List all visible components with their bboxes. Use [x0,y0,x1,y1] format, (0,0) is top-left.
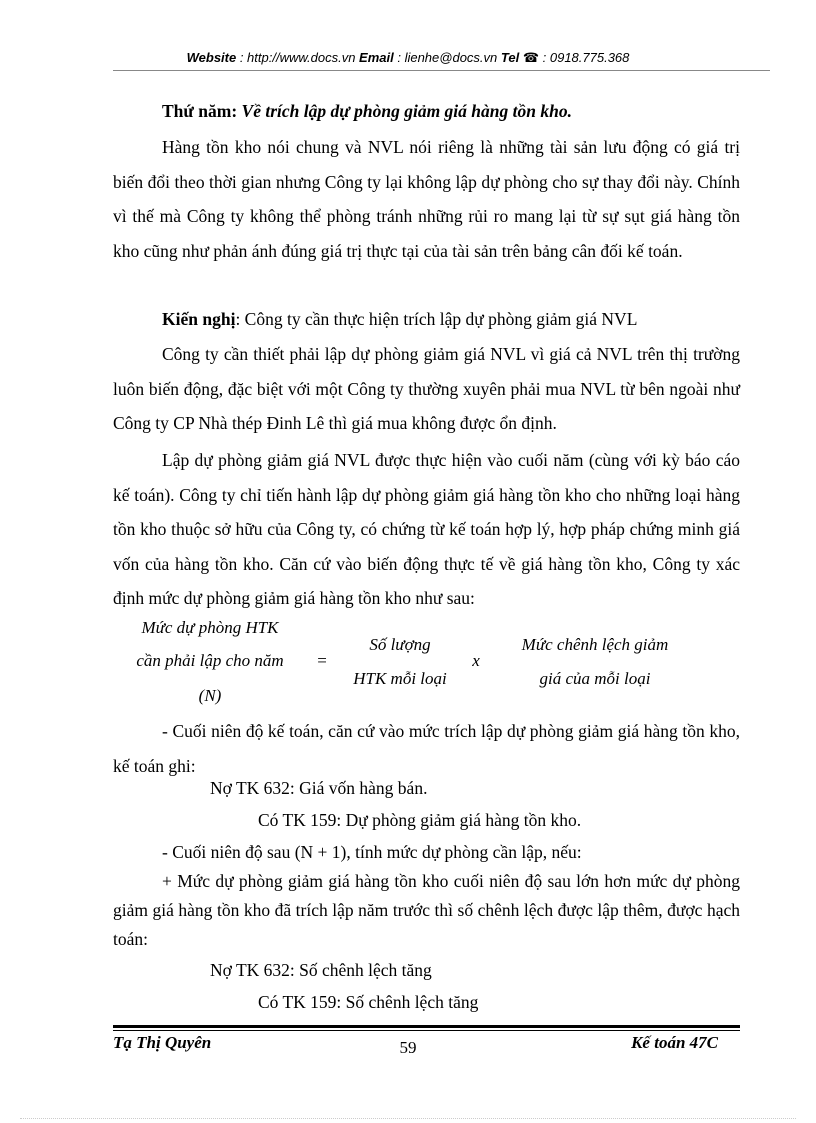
formula-lhs-line2: cần phải lập cho năm [136,651,284,670]
page-edge-dots [20,1118,796,1119]
email-address[interactable]: : lienhe@docs.vn [393,50,501,65]
paragraph-1: Hàng tồn kho nói chung và NVL nói riêng là những tài sản lưu động có giá trị biến đổi theo thời gian nhưng Công ty lại không lập dự phòng cho sự thay đổi này. Chính vì thế mà Công ty không thể phòng tránh những rủi ro mang lại từ sự sụt giá hàng tồn kho cũng như phản ánh đúng giá trị thực tại của tài sản trên bảng cân đối kế toán. [113,137,740,261]
recommendation-text: : Công ty cần thực hiện trích lập dự phòng giảm giá NVL [235,309,638,329]
paragraph-2: Công ty cần thiết phải lập dự phòng giảm giá NVL vì giá cả NVL trên thị trường luôn biến động, đặc biệt với một Công ty thường xuyên phải mua NVL từ bên ngoài như Công ty CP Nhà thép Đinh Lê thì giá mua không được ổn định. [113,344,740,433]
tel-number: : 0918.775.368 [539,50,630,65]
website-url[interactable]: : http://www.docs.vn [236,50,360,65]
formula-rhs-line2: giá của mỗi loại [539,669,651,688]
phone-icon: ☎ [522,50,540,65]
footer-author: Tạ Thị Quyên [113,1033,212,1052]
recommendation [162,309,637,330]
footer-divider-thin [113,1030,740,1031]
footer-class: Kế toán 47C [631,1033,718,1052]
formula-mid-line2: HTK mỗi loại [353,669,447,688]
page-header [0,50,816,66]
entry-1-debit: Nợ TK 632: Giá vốn hàng bán. [210,778,428,798]
paragraph-3: Lập dự phòng giảm giá NVL được thực hiện vào cuối năm (cùng với kỳ báo cáo kế toán). Công ty chỉ tiến hành lập dự phòng giảm giá hàng tồn kho cho những loại hàng tồn kho thuộc sở hữu của Công ty, có chứng từ kế toán hợp lý, hợp pháp chứng minh giá vốn của hàng tồn kho. Căn cứ vào biến động thực tế về giá hàng tồn kho, Công ty xác định mức dự phòng giảm giá hàng tồn kho như sau: [113,450,740,608]
paragraph-6: + Mức dự phòng giảm giá hàng tồn kho cuối niên độ sau lớn hơn mức dự phòng giảm giá hàng tồn kho đã trích lập năm trước thì số chênh lệch được lập thêm, được hạch toán: [113,871,740,949]
formula-lhs-line1: Mức dự phòng HTK [141,618,279,637]
section-heading [162,101,572,122]
paragraph-5: - Cuối niên độ sau (N + 1), tính mức dự phòng cần lập, nếu: [162,842,582,862]
formula-times: x [472,651,480,670]
paragraph-4: - Cuối niên độ kế toán, căn cứ vào mức trích lập dự phòng giảm giá hàng tồn kho, kế toán ghi: [113,721,740,776]
header-divider [113,70,770,71]
formula-lhs-line3: (N) [198,686,222,705]
section-title: Về trích lập dự phòng giảm giá hàng tồn kho. [241,101,572,121]
website-label: Website [186,50,237,65]
entry-2-debit: Nợ TK 632: Số chênh lệch tăng [210,960,432,980]
formula-equals: = [317,651,327,670]
entry-1-credit: Có TK 159: Dự phòng giảm giá hàng tồn kho. [258,810,582,830]
section-lead: Thứ năm: [162,101,242,121]
entry-2-credit: Có TK 159: Số chênh lệch tăng [258,992,479,1012]
formula-rhs-line1: Mức chênh lệch giảm [521,635,669,654]
email-label: Email [359,50,394,65]
page-number: 59 [399,1038,417,1057]
recommendation-label: Kiến nghị [162,309,236,329]
footer-divider [113,1025,740,1028]
formula-mid-line1: Số lượng [369,635,431,654]
tel-label: Tel [500,50,520,65]
